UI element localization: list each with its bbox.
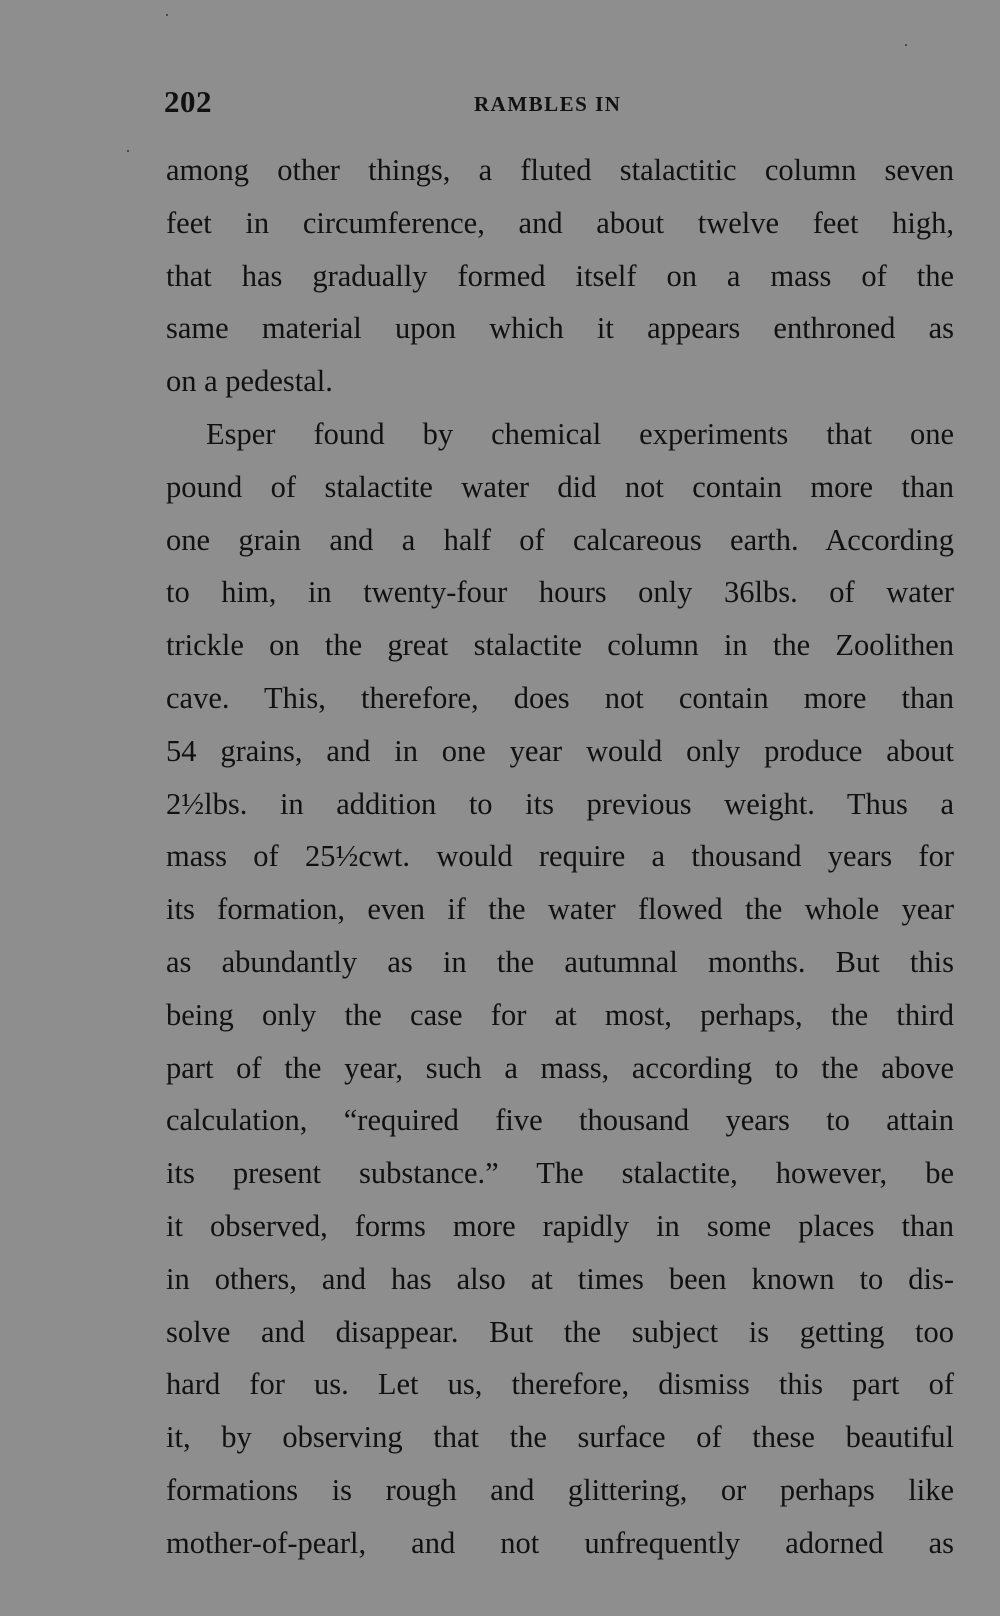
- text-line: formations is rough and glittering, or perhaps like: [166, 1472, 954, 1507]
- text-line: 54 grains, and in one year would only produce about: [166, 733, 954, 768]
- text-line: mother-of-pearl, and not unfrequently adorned as: [166, 1525, 954, 1560]
- text-line: it observed, forms more rapidly in some places than: [166, 1208, 954, 1243]
- scan-speck: [166, 14, 168, 16]
- text-line: on a pedestal.: [166, 364, 333, 399]
- text-line: cave. This, therefore, does not contain more than: [166, 680, 954, 715]
- text-line: one grain and a half of calcareous earth. According: [166, 522, 954, 557]
- text-line: in others, and has also at times been known to dis-: [166, 1261, 954, 1296]
- text-line: that has gradually formed itself on a mass of the: [166, 258, 954, 293]
- text-line: solve and disappear. But the subject is getting too: [166, 1314, 954, 1349]
- text-line: calculation, “required five thousand years to attain: [166, 1103, 954, 1138]
- text-line: its formation, even if the water flowed the whole year: [166, 892, 954, 927]
- running-head: [164, 84, 954, 124]
- text-line: feet in circumference, and about twelve feet high,: [166, 205, 954, 240]
- body-text: [166, 144, 954, 1570]
- text-line: mass of 25½cwt. would require a thousand years for: [166, 839, 954, 874]
- text-line: pound of stalactite water did not contain more than: [166, 469, 954, 504]
- scan-speck: [127, 150, 129, 152]
- text-line: 2½lbs. in addition to its previous weight. Thus a: [166, 786, 954, 821]
- page-number: 202: [164, 84, 212, 119]
- scan-speck: [905, 44, 907, 46]
- text-line: same material upon which it appears enthroned as: [166, 311, 954, 346]
- text-line: it, by observing that the surface of these beautiful: [166, 1420, 954, 1455]
- text-line: as abundantly as in the autumnal months. But this: [166, 944, 954, 979]
- text-line: Esper found by chemical experiments that one: [206, 416, 954, 451]
- text-line: being only the case for at most, perhaps, the third: [166, 997, 954, 1032]
- running-title: RAMBLES IN: [474, 92, 622, 116]
- text-line: trickle on the great stalactite column in the Zoolithen: [166, 628, 954, 663]
- text-line: hard for us. Let us, therefore, dismiss this part of: [166, 1367, 954, 1402]
- text-line: part of the year, such a mass, according to the above: [166, 1050, 954, 1085]
- text-line: its present substance.” The stalactite, however, be: [166, 1156, 954, 1191]
- text-line: among other things, a fluted stalactitic column seven: [166, 153, 954, 187]
- text-line: to him, in twenty-four hours only 36lbs. of water: [166, 575, 954, 610]
